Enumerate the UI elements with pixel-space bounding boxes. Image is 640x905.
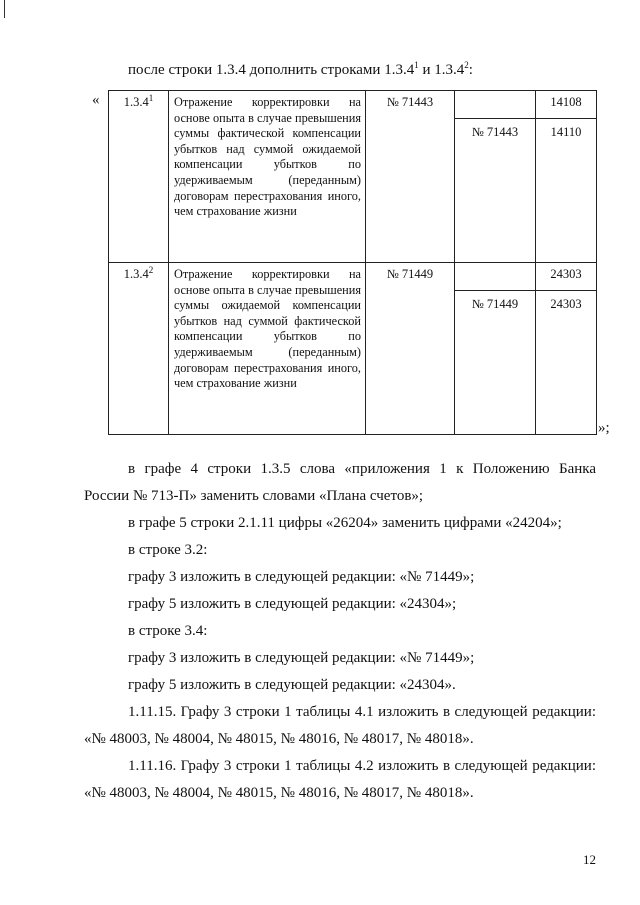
row-description-cell xyxy=(169,91,366,263)
row-code: 1.3.4 xyxy=(123,95,149,109)
row-description: Отражение корректировки на основе опыта в случае превышения суммы ожидаемой компенсации убытков над суммой фактической компенсации убытков по удерживаемым (переданным) договорам перестрахования иного, чем страхование жизни xyxy=(174,267,361,391)
row-code-cell xyxy=(109,91,169,263)
row-code-superscript: 1 xyxy=(148,92,154,103)
row-col3-value: № 71449 xyxy=(386,267,434,281)
intro-superscript-2: 2 xyxy=(464,60,469,70)
row-col3-value: № 71443 xyxy=(386,95,434,109)
row-col5-cell xyxy=(536,91,597,263)
row-col5-bottom: 24303 xyxy=(550,297,582,311)
intro-text-middle: и 1.3.4 xyxy=(418,62,465,78)
row-code-cell xyxy=(109,263,169,435)
row-col4-top xyxy=(455,263,535,291)
paragraph-4: графу 3 изложить в следующей редакции: «№ 71449»; xyxy=(128,569,475,585)
intro-text-after: : xyxy=(468,62,473,78)
row-col5-top: 24303 xyxy=(536,263,596,291)
row-col5-cell xyxy=(536,263,597,435)
table-row xyxy=(109,263,597,435)
row-col4-cell xyxy=(455,263,536,435)
paragraph-3: в строке 3.2: xyxy=(128,542,208,558)
row-col4-cell xyxy=(455,91,536,263)
row-col3-cell xyxy=(366,91,455,263)
paragraph-6: в строке 3.4: xyxy=(128,623,208,639)
paragraph-8: графу 5 изложить в следующей редакции: «24304». xyxy=(128,677,456,693)
row-col4-top xyxy=(455,91,535,119)
row-col5-bottom: 14110 xyxy=(550,125,582,139)
paragraph-7: графу 3 изложить в следующей редакции: «№ 71449»; xyxy=(128,650,475,666)
row-description: Отражение корректировки на основе опыта в случае превышения суммы фактической компенсации убытков над суммой ожидаемой компенсации убытков по удерживаемым (переданным) договорам перестрахования иного, чем страхование жизни xyxy=(174,95,361,219)
paragraph-1-line-1: в графе 4 строки 1.3.5 слова «приложения 1 к Положению Банка xyxy=(128,461,596,477)
margin-mark xyxy=(4,0,5,18)
row-description-cell xyxy=(169,263,366,435)
row-code-superscript: 2 xyxy=(148,264,154,275)
table-row xyxy=(109,91,597,263)
paragraph-9-line-1: 1.11.15. Графу 3 строки 1 таблицы 4.1 изложить в следующей редакции: xyxy=(128,704,596,720)
intro-text-before: после строки 1.3.4 дополнить строками 1.3.4 xyxy=(128,62,415,78)
paragraph-5: графу 5 изложить в следующей редакции: «24304»; xyxy=(128,596,457,612)
open-quote: « xyxy=(92,92,100,108)
close-quote: »; xyxy=(598,420,610,436)
row-col5-top: 14108 xyxy=(536,91,596,119)
row-col3-cell xyxy=(366,263,455,435)
row-code: 1.3.4 xyxy=(123,267,149,281)
paragraph-10-line-2: «№ 48003, № 48004, № 48015, № 48016, № 48017, № 48018». xyxy=(84,785,474,801)
intro-line xyxy=(128,62,473,79)
paragraph-9-line-2: «№ 48003, № 48004, № 48015, № 48016, № 48017, № 48018». xyxy=(84,731,474,747)
paragraph-1-line-2: России № 713-П» заменить словами «Плана счетов»; xyxy=(84,488,424,504)
paragraph-2: в графе 5 строки 2.1.11 цифры «26204» заменить цифрами «24204»; xyxy=(128,515,562,531)
page-number: 12 xyxy=(583,852,596,867)
paragraph-10-line-1: 1.11.16. Графу 3 строки 1 таблицы 4.2 изложить в следующей редакции: xyxy=(128,758,596,774)
intro-superscript-1: 1 xyxy=(414,60,419,70)
row-col4-bottom: № 71443 xyxy=(471,125,519,139)
amendment-table xyxy=(108,90,597,435)
row-col4-bottom: № 71449 xyxy=(471,297,519,311)
